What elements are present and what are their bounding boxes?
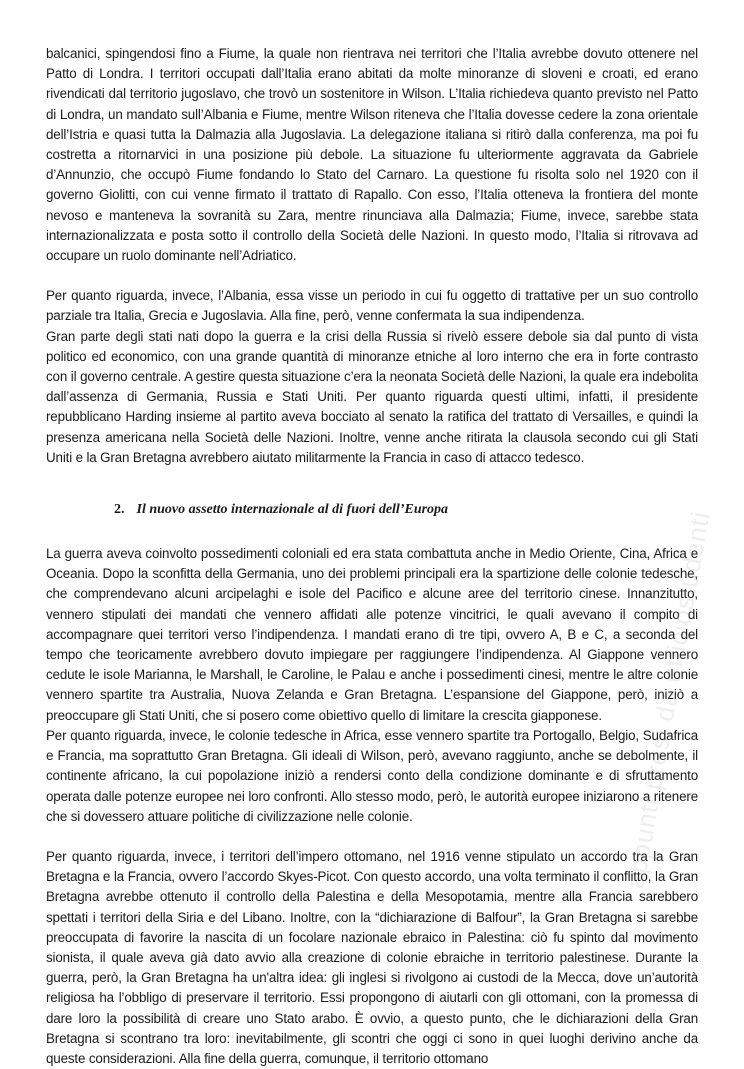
paragraph-spacer [46,827,698,847]
paragraph-spacer [46,468,698,488]
paragraph-spacer [46,520,698,544]
paragraph-fiume: balcanici, spingendosi fino a Fiume, la quale non rientrava nei territori che l’Italia avrebbe dovuto ottenere nel Patto di Londra. I territori occupati dall’Italia erano abitati da molte minoranze di sloveni e croati, ed erano rivendicati dal territorio jugoslavo, che trovò un sostenitore in Wilson. L’Italia richiedeva quanto previsto nel Patto di Londra, un mandato sull’Albania e Fiume, mentre Wilson riteneva che l’Italia dovesse cedere la zona orientale dell’Istria e quasi tutta la Dalmazia alla Jugoslavia. La delegazione italiana si ritirò dalla conferenza, ma poi fu costretta a ritornarvici in una posizione più debole. La situazione fu ulteriormente aggravata da Gabriele d’Annunzio, che occupò Fiume fondando lo Stato del Carnaro. La questione fu risolta solo nel 1920 con il governo Giolitti, con cui venne firmato il trattato di Rapallo. Con esso, l’Italia otteneva la frontiera del monte nevoso e manteneva la sovranità su Zara, mentre rinunciava alla Dalmazia; Fiume, invece, sarebbe stata internazionalizzata e posta sotto il controllo della Società delle Nazioni. In questo modo, l’Italia si ritrovava ad occupare un ruolo dominante nell’Adriatico. [46,46,698,264]
paragraph-colonies: La guerra aveva coinvolto possedimenti coloniali ed era stata combattuta anche in Medio Oriente, Cina, Africa e Oceania. Dopo la sconfitta della Germania, uno dei problemi principali era la spartizione delle colonie tedesche, che comprendevano alcuni arcipelaghi e isole del Pacifico e alcune aree del territorio cinese. Innanzitutto, vennero stipulati dei mandati che vennero affidati alle potenze vincitrici, le quali avevano il compito di accompagnare quei territori verso l’indipendenza. I mandati erano di tre tipi, ovvero A, B e C, a seconda del tempo che teoricamente avrebbero dovuto impiegare per raggiungere l’indipendenza. Al Giappone vennero cedute le isole Marianna, le Marshall, le Caroline, le Palau e anche i possedimenti cinesi, mentre le altre colonie vennero spartite tra Australia, Nuova Zelanda e Gran Bretagna. L’espansione del Giappone, però, iniziò a preoccupare gli Stati Uniti, che si posero come obiettivo quello di limitare la crescita giapponese. [46,546,698,723]
paragraph-africa: Per quanto riguarda, invece, le colonie tedesche in Africa, esse vennero spartite tra Portogallo, Belgio, Sudafrica e Francia, ma soprattutto Gran Bretagna. Gli ideali di Wilson, però, avevano raggiunto, anche se debolmente, il continente africano, la cui popolazione iniziò a rendersi conto della condizione dominante e di sfruttamento operata dalle potenze europee nei loro confronti. Allo stesso modo, però, le autorità europee iniziarono a ritenere che si dovessero attuare politiche di civilizzazione nelle colonie. [46,727,698,824]
document-page [46,44,698,1069]
paragraph-albania: Per quanto riguarda, invece, l’Albania, essa visse un periodo in cui fu oggetto di trattative per un suo controllo parziale tra Italia, Grecia e Jugoslavia. Alla fine, però, venne confermata la sua indipendenza. [46,288,698,324]
paragraph-spacer [46,488,698,500]
watermark-text: appunti presi da ufficiostudenti [619,508,716,891]
paragraph-new-states: Gran parte degli stati nati dopo la guerra e la crisi della Russia si rivelò essere debole sia dal punto di vista politico ed economico, con una grande quantità di minoranze etniche al loro interno che era in forte contrasto con il governo centrale. A gestire questa situazione c’era la neonata Società delle Nazioni, la quale era indebolita dall’assenza di Germania, Russia e Stati Uniti. Per quanto riguarda questi ultimi, infatti, il presidente repubblicano Harding insieme al partito aveva bocciato al senato la ratifica del trattato di Versailles, e quindi la presenza americana nella Società delle Nazioni. Inoltre, venne anche ritirata la clausola secondo cui gli Stati Uniti e la Gran Bretagna avrebbero aiutato militarmente la Francia in caso di attacco tedesco. [46,328,698,465]
paragraph-ottoman: Per quanto riguarda, invece, i territori dell’impero ottomano, nel 1916 venne stipulato un accordo tra la Gran Bretagna e la Francia, ovvero l’accordo Skyes-Picot. Con questo accordo, una volta terminato il conflitto, la Gran Bretagna avrebbe ottenuto il controllo della Palestina e della Mesopotamia, mentre alla Francia sarebbero spettati i territori della Siria e del Libano. Inoltre, con la “dichiarazione di Balfour”, la Gran Bretagna si sarebbe preoccupata di favorire la nascita di un focolare nazionale ebraico in Palestina: ciò fu spinto dal movimento sionista, il quale aveva già dato avvio alla creazione di colonie ebraiche in territorio palestinese. Durante la guerra, però, la Gran Bretagna ha un'altra idea: gli inglesi si rivolgono ai custodi de la Mecca, dove un’autorità religiosa ha l’obbligo di preservare il territorio. Essi propongono di aiutarli con gli ottomani, con la promessa di dare loro la possibilità di creare uno Stato arabo. È ovvio, a questo punto, che le dichiarazioni della Gran Bretagna si scontrano tra loro: inevitabilmente, gli scontri che oggi ci sono in quei luoghi derivino anche da queste considerazioni. Alla fine della guerra, comunque, il territorio ottomano [46,848,698,1066]
section-number: 2. [114,502,125,518]
section-heading [46,500,698,520]
section-title: Il nuovo assetto internazionale al di fuori dell’Europa [136,502,449,518]
paragraph-spacer [46,266,698,286]
